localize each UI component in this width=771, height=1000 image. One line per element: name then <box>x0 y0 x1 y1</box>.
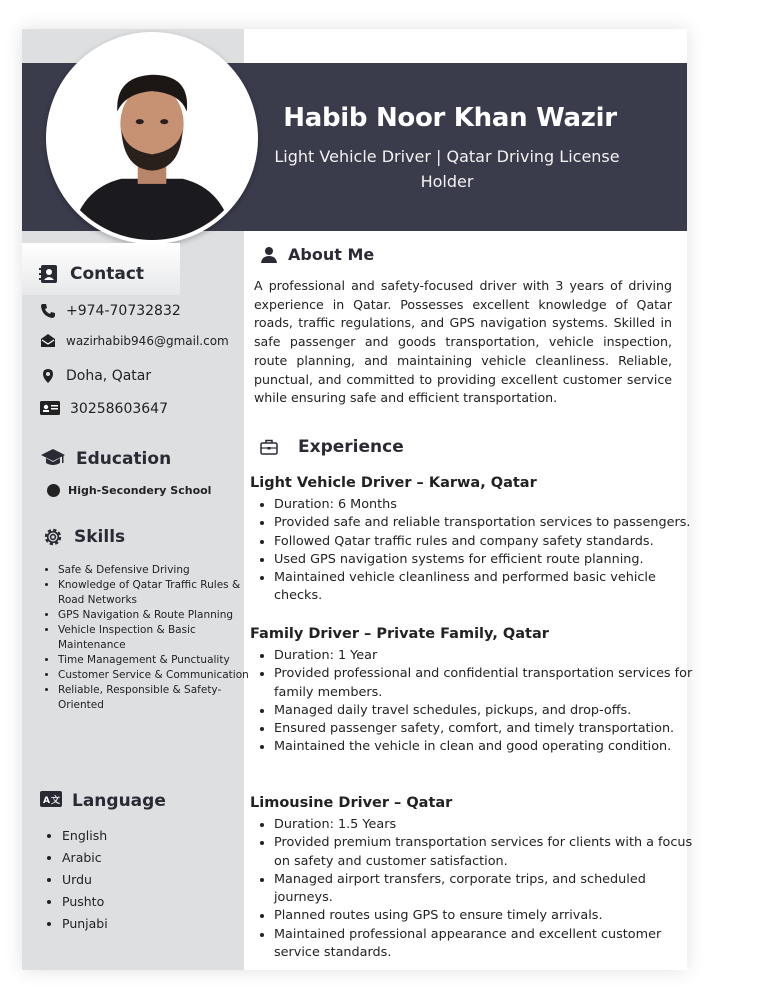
contact-location-row <box>40 368 151 384</box>
location-pin-icon <box>40 368 56 384</box>
svg-text:A: A <box>43 796 50 806</box>
candidate-name: Habib Noor Khan Wazir <box>283 103 617 133</box>
job-bullet: • Maintained professional appearance and excellent customer service standards. <box>274 926 694 963</box>
education-item <box>47 484 211 497</box>
job-bullet: • Duration: 6 Months <box>274 496 694 514</box>
phone-icon <box>40 303 56 319</box>
skill-item: • Time Management & Punctuality <box>58 653 258 668</box>
job-bullet: • Maintained the vehicle in clean and good operating condition. <box>274 738 694 756</box>
job-bullet: • Provided premium transportation services for clients with a focus on safety and customer satisfaction. <box>274 834 694 871</box>
skill-item: • Reliable, Responsible & Safety-Oriented <box>58 683 258 713</box>
about-paragraph: A professional and safety-focused driver with 3 years of driving experience in Qatar. Possesses excellent knowledge of Qatar roads, traffic regulations, and GPS navigation systems. Skilled in safe passenger and goods transportation, vehicle inspection, route planning, and maintaining vehicle cleanliness. Reliable, punctual, and committed to providing excellent customer service while ensuring safe and efficient transportation. <box>254 278 672 406</box>
language-item: • Pushto <box>62 891 242 913</box>
job-bullet: • Ensured passenger safety, comfort, and timely transportation. <box>274 720 694 738</box>
svg-text:文: 文 <box>51 796 61 806</box>
job-bullets <box>254 496 694 606</box>
language-heading <box>40 790 166 812</box>
translate-icon <box>40 790 62 812</box>
language-list <box>44 825 242 935</box>
language-item: • Arabic <box>62 847 242 869</box>
email-icon <box>40 333 56 349</box>
job-bullets <box>254 647 694 757</box>
language-item: • Urdu <box>62 869 242 891</box>
contact-email: wazirhabib946@gmail.com <box>66 334 229 348</box>
briefcase-icon <box>260 438 278 456</box>
contact-location: Doha, Qatar <box>66 368 152 384</box>
language-title: Language <box>72 791 166 811</box>
language-item: • Punjabi <box>62 913 242 935</box>
skills-title: Skills <box>74 527 126 547</box>
contact-id-number: 30258603647 <box>70 401 168 417</box>
skill-item: • Vehicle Inspection & Basic Maintenance <box>58 623 258 653</box>
job-bullet: • Managed airport transfers, corporate trips, and scheduled journeys. <box>274 871 694 908</box>
skills-heading <box>42 526 125 548</box>
job-bullet: • Used GPS navigation systems for efficient route planning. <box>274 551 694 569</box>
profile-photo <box>46 32 258 244</box>
contact-phone: +974-70732832 <box>66 303 181 319</box>
experience-title: Experience <box>298 437 404 457</box>
contact-id-row <box>40 401 168 417</box>
gear-icon <box>42 526 64 548</box>
profile-photo-image <box>50 36 254 240</box>
resume-page <box>22 29 693 970</box>
about-title: About Me <box>288 245 375 264</box>
skill-item: • Safe & Defensive Driving <box>58 563 258 578</box>
job-bullet: • Provided safe and reliable transportation services to passengers. <box>274 514 694 532</box>
job-bullet: • Duration: 1 Year <box>274 647 694 665</box>
contact-title: Contact <box>70 264 145 284</box>
candidate-subtitle: Light Vehicle Driver | Qatar Driving License Holder <box>274 147 620 191</box>
contact-email-row <box>40 333 229 349</box>
contact-book-icon <box>38 263 60 285</box>
graduation-cap-icon <box>40 448 66 470</box>
skill-item: • Customer Service & Communication <box>58 668 258 683</box>
job-bullet: • Managed daily travel schedules, pickups, and drop-offs. <box>274 702 694 720</box>
about-heading <box>260 245 374 264</box>
job-bullet: • Maintained vehicle cleanliness and performed basic vehicle checks. <box>274 569 694 606</box>
skill-item: • Knowledge of Qatar Traffic Rules & Road Networks <box>58 578 258 608</box>
language-item: • English <box>62 825 242 847</box>
job-title: Light Vehicle Driver – Karwa, Qatar <box>250 475 537 491</box>
job-bullet: • Planned routes using GPS to ensure timely arrivals. <box>274 907 694 925</box>
contact-heading <box>38 263 144 285</box>
contact-phone-row <box>40 303 181 319</box>
skill-item: • GPS Navigation & Route Planning <box>58 608 258 623</box>
bullet-dot <box>47 484 60 497</box>
id-card-icon <box>40 401 60 417</box>
experience-heading <box>260 437 404 457</box>
job-bullets <box>254 816 694 962</box>
job-title: Family Driver – Private Family, Qatar <box>250 626 549 642</box>
education-title: Education <box>76 449 172 469</box>
education-item-label: High-Secondery School <box>68 484 212 497</box>
user-icon <box>260 246 278 264</box>
job-bullet: • Provided professional and confidential transportation services for family members. <box>274 665 694 702</box>
job-title: Limousine Driver – Qatar <box>250 795 453 811</box>
job-bullet: • Followed Qatar traffic rules and company safety standards. <box>274 533 694 551</box>
education-heading <box>40 448 171 470</box>
skills-list <box>40 563 258 713</box>
job-bullet: • Duration: 1.5 Years <box>274 816 694 834</box>
